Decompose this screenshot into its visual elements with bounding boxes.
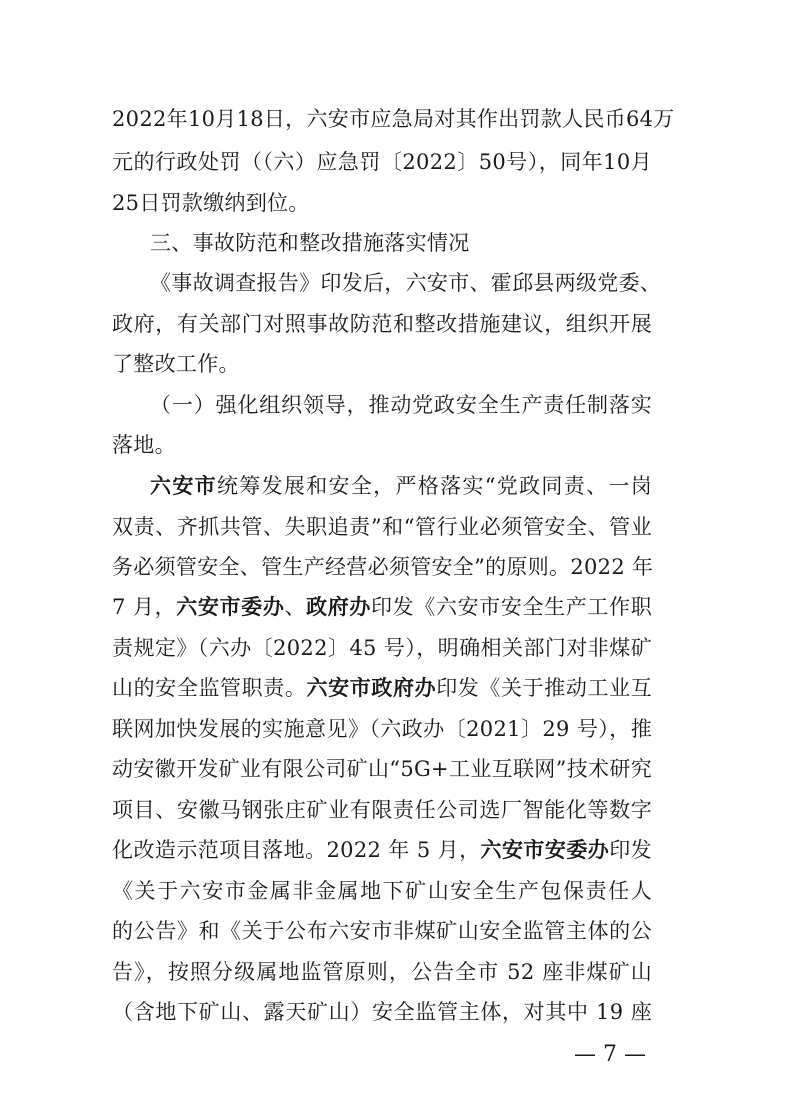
bold-term: 政府办 — [306, 595, 372, 619]
body-line: 了整改工作。 — [112, 352, 240, 376]
body-line: 2022年10月18日，六安市应急局对其作出罚款人民币64万 — [112, 107, 675, 131]
body-line: 的公告》和《关于公布六安市非煤矿山安全监管主体的公 — [112, 919, 652, 943]
body-line: 动安徽开发矿业有限公司矿山“5G+工业互联网”技术研究 — [112, 757, 652, 781]
body-line: 双责、齐抓共管、失职追责”和“管行业必须管安全、管业 — [112, 515, 652, 539]
body-line: 7 月，六安市委办、政府办印发《六安市安全生产工作职 — [112, 595, 652, 619]
body-line: 《关于六安市金属非金属地下矿山安全生产包保责任人 — [112, 879, 652, 903]
body-line: 山的安全监管职责。六安市政府办印发《关于推动工业互 — [112, 676, 652, 700]
section-heading: 三、事故防范和整改措施落实情况 — [150, 231, 470, 255]
bold-term: 六安市安委办 — [480, 838, 610, 862]
subsection-heading: （一）强化组织领导，推动党政安全生产责任制落实 — [150, 393, 652, 417]
body-line: （含地下矿山、露天矿山）安全监管主体，对其中 19 座 — [112, 1000, 652, 1024]
body-line: 政府，有关部门对照事故防范和整改措施建议，组织开展 — [112, 312, 652, 336]
body-line: 元的行政处罚（（六）应急罚〔2022〕50号），同年10月 — [112, 150, 652, 174]
body-line: 25日罚款缴纳到位。 — [112, 191, 310, 215]
bold-term: 六安市政府办 — [306, 676, 437, 700]
body-line: 告》，按照分级属地监管原则，公告全市 52 座非煤矿山 — [112, 960, 652, 984]
body-line: 联网加快发展的实施意见》（六政办〔2021〕29 号），推 — [112, 717, 652, 741]
body-line: 化改造示范项目落地。2022 年 5 月，六安市安委办印发 — [112, 838, 652, 862]
body-line: 务必须管安全、管生产经营必须管安全”的原则。2022 年 — [112, 555, 654, 579]
bold-term: 六安市 — [150, 474, 217, 498]
body-line: 《事故调查报告》印发后，六安市、霍邱县两级党委、 — [150, 271, 662, 295]
subsection-heading-cont: 落地。 — [112, 433, 176, 457]
body-line: 责规定》（六办〔2022〕45 号），明确相关部门对非煤矿 — [112, 636, 652, 660]
page-number: — 7 — — [574, 1042, 646, 1067]
body-line: 六安市统筹发展和安全，严格落实“党政同责、一岗 — [150, 474, 652, 498]
bold-term: 六安市委办 — [176, 595, 285, 619]
body-line: 项目、安徽马钢张庄矿业有限责任公司选厂智能化等数字 — [112, 798, 652, 822]
